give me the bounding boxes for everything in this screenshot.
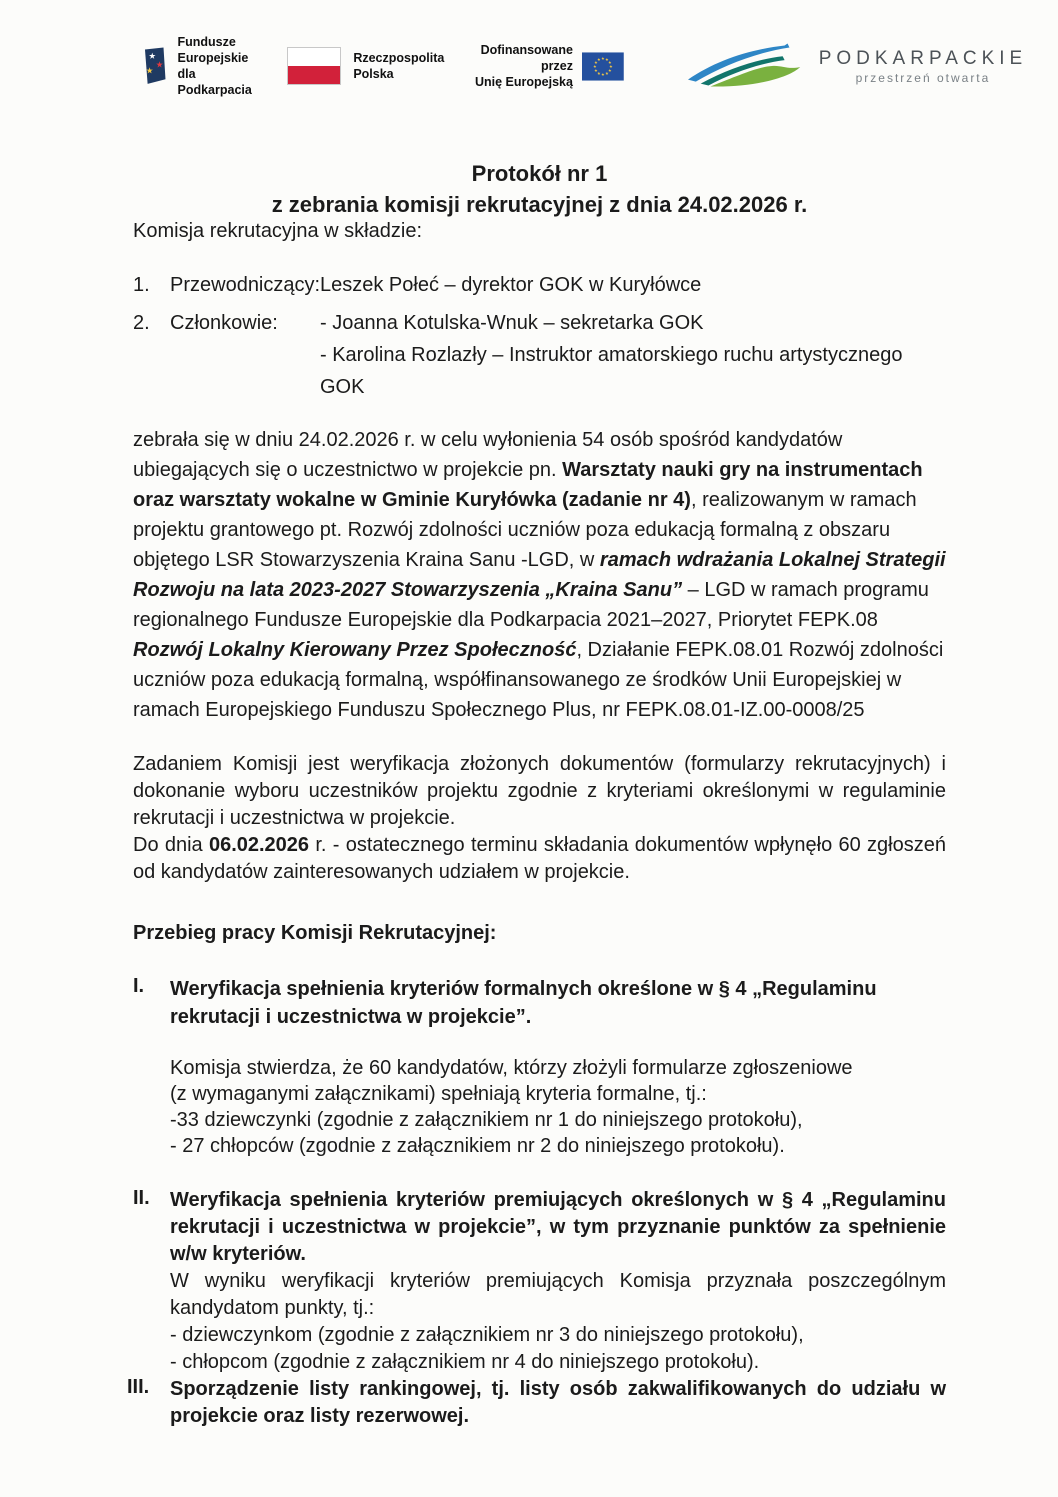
work-progress-heading: Przebieg pracy Komisji Rekrutacyjnej: — [133, 922, 497, 944]
section-1-label: I. — [133, 975, 145, 997]
committee-role: Członkowie: — [170, 312, 278, 334]
section-2-body: W wyniku weryfikacji kryteriów premiujących Komisja przyznała poszczególnym kandydatom punkty, tj.: — [170, 1270, 946, 1319]
project-paragraph: zebrała się w dniu 24.02.2026 r. w celu wyłonienia 54 osób spośród kandydatów ubiegających się o uczestnictwo w projekcie pn. Warsztaty nauki gry na instrumentach oraz warsztaty wokalne w Gminie Kuryłówka (zadanie nr 4), realizowanym w ramach projektu grantowego pt. Rozwój zdolności uczniów poza edukacją formalną z obszaru objętego LSR Stowarzyszenia Kraina Sanu -LGD, w ramach wdrażania Lokalnej Strategii Rozwoju na lata 2023-2027 Stowarzyszenia „Kraina Sanu” – LGD w ramach programu regionalnego Fundusze Europejskie dla Podkarpacia 2021–2027, Priorytet FEPK.08 Rozwój Lokalny Kierowany Przez Społeczność, Działanie FEPK.08.01 Rozwój zdolności uczniów poza edukacją formalną, współfinansowanego ze środków Unii Europejskiej w ramach Europejskiego Funduszu Społecznego Plus, nr FEPK.08.01-IZ.00-0008/25 — [133, 429, 946, 721]
committee-row-chairman — [133, 269, 946, 301]
list-number: 2. — [133, 312, 150, 334]
committee-role: Przewodniczący: — [170, 274, 321, 296]
section-2-lines — [170, 1322, 946, 1376]
committee-intro: Komisja rekrutacyjna w składzie: — [133, 220, 422, 242]
section-2-line: - dziewczynkom (zgodnie z załącznikiem nr 3 do niniejszego protokołu), — [170, 1324, 804, 1346]
title-line2: z zebrania komisji rekrutacyjnej z dnia 24.02.2026 r. — [271, 192, 808, 217]
committee-member: - Karolina Rozlazły – Instruktor amatorskiego ruchu artystycznego GOK — [320, 344, 903, 398]
podkarpackie-logo — [687, 43, 1028, 89]
title-line1: Protokół nr 1 — [471, 161, 608, 186]
section-2-label: II. — [133, 1187, 150, 1209]
fe-podkarpacia-logo — [141, 34, 265, 98]
eu-logo-line2: Unię Europejską — [475, 75, 573, 89]
eu-funding-logo — [470, 42, 623, 90]
section-3-label: III. — [127, 1376, 150, 1398]
eu-flag-icon — [582, 49, 624, 84]
section-2-heading: Weryfikacja spełnienia kryteriów premiujących określonych w § 4 „Regulaminu rekrutacji i uczestnictwa w projekcie”, w tym przyznanie punktów za spełnienie w/w kryteriów. — [170, 1189, 946, 1265]
section-2 — [133, 1187, 946, 1376]
section-3 — [127, 1376, 946, 1430]
tasks-paragraph: Zadaniem Komisji jest weryfikacja złożonych dokumentów (formularzy rekrutacyjnych) i dokonanie wyboru uczestników projektu zgodnie z kryteriami określonymi w regulaminie rekrutacji i uczestnictwa w projekcie. — [133, 753, 946, 829]
fe-logo-line2: dla Podkarpacia — [177, 67, 252, 97]
document-title — [133, 158, 946, 220]
fe-logo-line1: Fundusze Europejskie — [177, 35, 249, 65]
section-1-line: Komisja stwierdza, że 60 kandydatów, którzy złożyli formularze zgłoszeniowe — [170, 1057, 853, 1079]
list-number: 1. — [133, 274, 150, 296]
podkarpackie-swoosh-icon — [687, 43, 809, 89]
poland-logo — [287, 47, 444, 85]
pl-logo-line2: Polska — [353, 67, 394, 81]
section-1-line: (z wymaganymi załącznikami) spełniają kryteria formalne, tj.: — [170, 1083, 707, 1105]
podkarpackie-subtitle: przestrzeń otwarta — [855, 70, 991, 85]
poland-flag-icon — [287, 47, 341, 85]
section-1 — [133, 975, 946, 1031]
section-1-body — [170, 1055, 946, 1159]
committee-list — [133, 269, 946, 403]
fe-flag-icon — [141, 37, 167, 95]
committee-member: - Joanna Kotulska-Wnuk – sekretarka GOK — [320, 312, 704, 334]
section-3-heading: Sporządzenie listy rankingowej, tj. listy osób zakwalifikowanych do udziału w projekcie oraz listy rezerwowej. — [170, 1378, 946, 1427]
section-1-line: - 27 chłopców (zgodnie z załącznikiem nr 2 do niniejszego protokołu). — [170, 1135, 785, 1157]
section-2-line: - chłopcom (zgodnie z załącznikiem nr 4 do niniejszego protokołu). — [170, 1351, 760, 1373]
committee-member: Leszek Połeć – dyrektor GOK w Kuryłówce — [320, 274, 702, 296]
committee-row-members — [133, 307, 946, 403]
podkarpackie-title: PODKARPACKIE — [818, 47, 1028, 69]
section-1-line: -33 dziewczynki (zgodnie z załącznikiem nr 1 do niniejszego protokołu), — [170, 1109, 803, 1131]
pl-logo-line1: Rzeczpospolita — [353, 51, 445, 65]
logo-strip — [141, 30, 1028, 102]
deadline-paragraph: Do dnia 06.02.2026 r. - ostatecznego terminu składania dokumentów wpłynęło 60 zgłoszeń od kandydatów zainteresowanych udziałem w projekcie. — [133, 834, 946, 883]
eu-logo-line1: Dofinansowane przez — [480, 43, 573, 73]
section-1-heading: Weryfikacja spełnienia kryteriów formalnych określone w § 4 „Regulaminu rekrutacji i uczestnictwa w projekcie”. — [170, 978, 877, 1028]
